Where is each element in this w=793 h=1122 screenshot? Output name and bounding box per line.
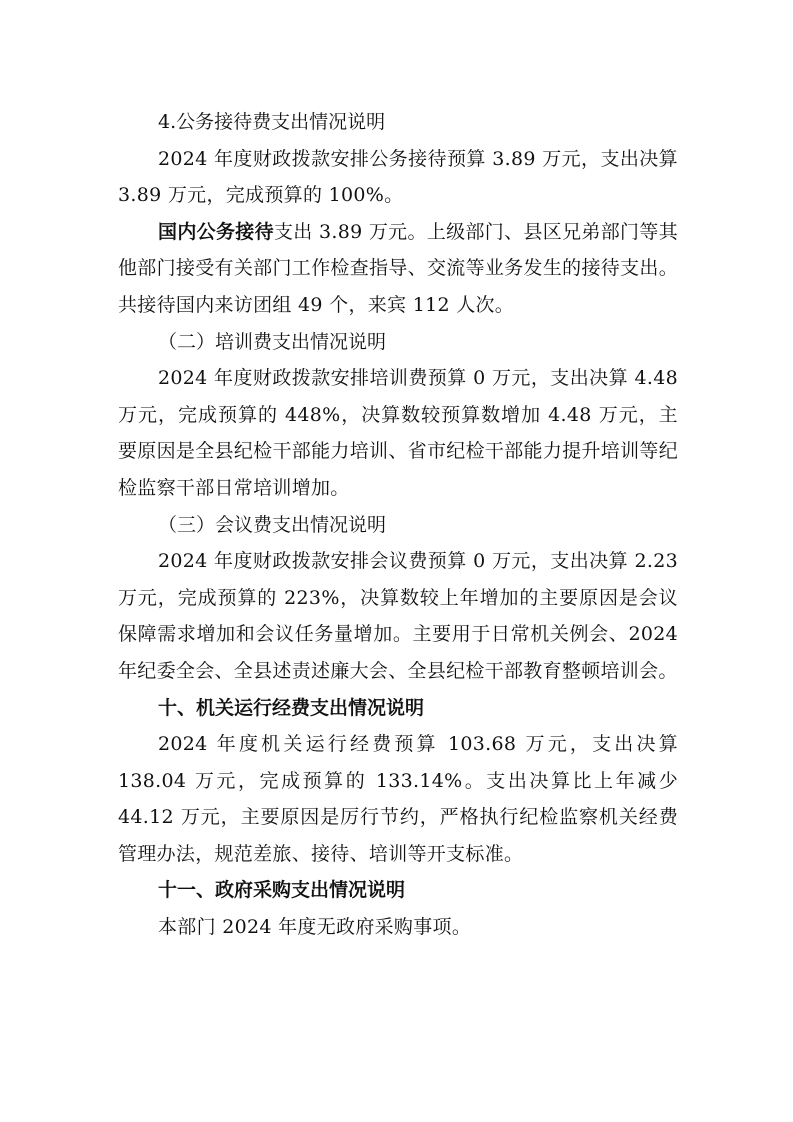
section-heading-meeting: （三）会议费支出情况说明 <box>158 513 387 536</box>
paragraph-operating-expenses: 2024 年度机关运行经费预算 103.68 万元，支出决算 138.04 万元，完成预算的 133.14%。支出决算比上年减少 44.12 万元，主要原因是厉行节约，严格执行纪检监察机关经费管理办法，规范差旅、接待、培训等开支标准。 <box>118 733 678 865</box>
section-heading-reception: 4.公务接待费支出情况说明 <box>158 111 386 133</box>
paragraph-domestic-reception <box>118 214 678 324</box>
domestic-reception-label: 国内公务接待 <box>158 220 274 243</box>
section-heading-operating-expenses: 十、机关运行经费支出情况说明 <box>158 696 425 719</box>
document-body <box>118 104 678 946</box>
section-heading-procurement: 十一、政府采购支出情况说明 <box>158 879 406 902</box>
paragraph-meeting: 2024 年度财政拨款安排会议费预算 0 万元，支出决算 2.23 万元，完成预算的 223%，决算数较上年增加的主要原因是会议保障需求增加和会议任务量增加。主要用于日常机关例会、2024 年纪委全会、全县述责述廉大会、全县纪检干部教育整顿培训会。 <box>118 550 678 682</box>
paragraph-procurement: 本部门 2024 年度无政府采购事项。 <box>158 916 472 939</box>
paragraph-training: 2024 年度财政拨款安排培训费预算 0 万元，支出决算 4.48 万元，完成预算的 448%，决算数较预算数增加 4.48 万元，主要原因是全县纪检干部能力培训、省市纪检干部能力提升培训等纪检监察干部日常培训增加。 <box>118 367 678 499</box>
section-heading-training: （二）培训费支出情况说明 <box>158 330 387 353</box>
paragraph-reception-budget: 2024 年度财政拨款安排公务接待预算 3.89 万元，支出决算 3.89 万元，完成预算的 100%。 <box>118 147 678 207</box>
domestic-reception-text: 支出 3.89 万元。上级部门、县区兄弟部门等其他部门接受有关部门工作检查指导、交流等业务发生的接待支出。共接待国内来访团组 49 个，来宾 112 人次。 <box>118 220 678 316</box>
